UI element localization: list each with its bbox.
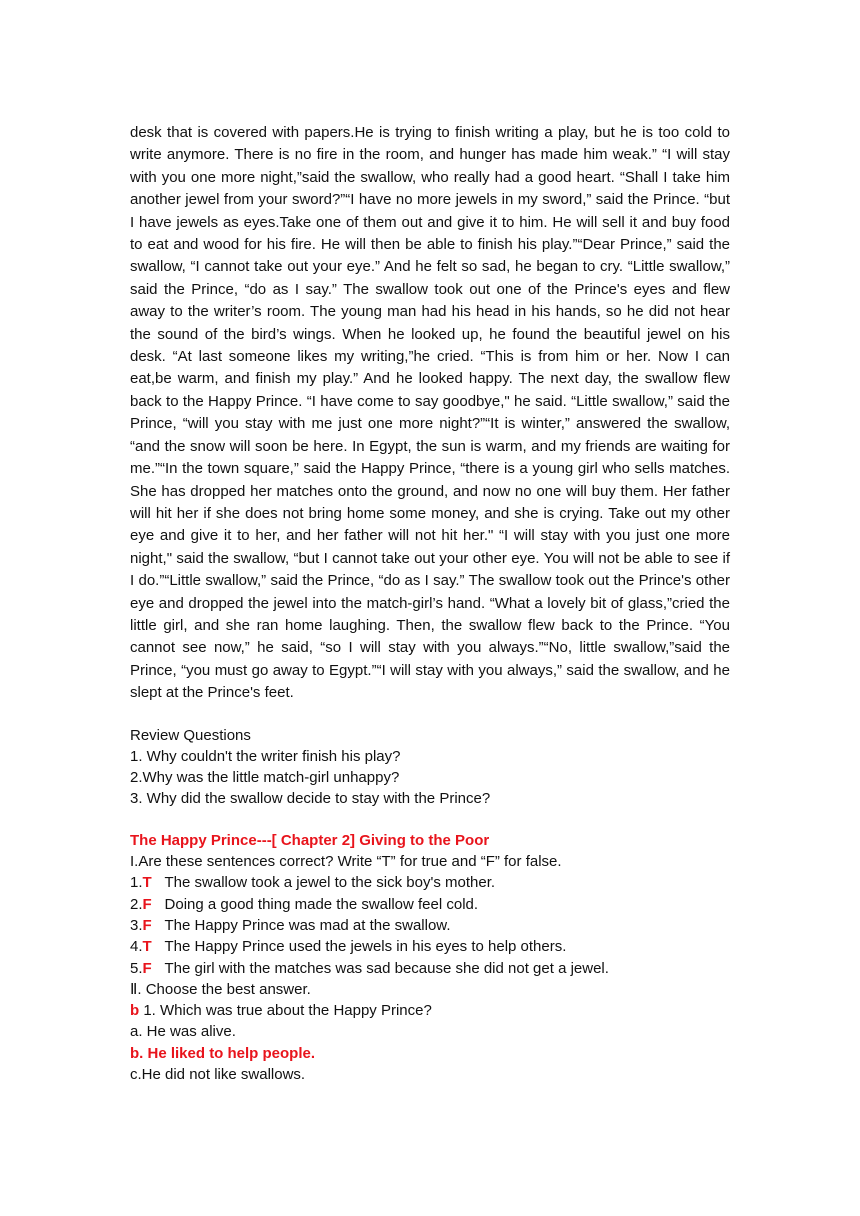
story-paragraph: desk that is covered with papers.He is trying to finish writing a play, but he is too cold to write anymore. There is no fire in the room, and hunger has made him weak.” “I will stay with you one more night,”said the swallow, who really had a good heart. “Shall I take him another jewel from your sword?”“I have no more jewels in my sword,” said the Prince. “but I have jewels as eyes.Take one of them out and give it to him. He will sell it and buy food to eat and wood for his fire. He will then be able to finish his play.”“Dear Prince,” said the swallow, “I cannot take out your eye.” And he felt so sad, he began to cry. “Little swallow,” said the Prince, “do as I say.” The swallow took out one of the Prince's eyes and flew away to the writer’s room. The young man had his head in his hands, so he did not hear the sound of the bird’s wings. When he looked up, he found the beautiful jewel on his desk. “At last someone likes my writing,”he cried. “This is from him or her. Now I can eat,be warm, and finish my play.” And he looked happy. The next day, the swallow flew back to the Happy Prince. “I have come to say goodbye," he said. “Little swallow,” said the Prince, “will you stay with me just one more night?”“It is winter,” answered the swallow, “and the snow will soon be here. In Egypt, the sun is warm, and my friends are waiting for me.”“In the town square,” said the Happy Prince, “there is a young girl who sells matches. She has dropped her matches onto the ground, and now no one will buy them. Her father will hit her if she does not bring home some money, and she is crying. Take out my other eye and give it to her, and her father will not hit her." “I will stay with you just one more night," said the swallow, “but I cannot take out your other eye. You will not be able to see if I do.”“Little swallow,” said the Prince, “do as I say.” The swallow took out the Prince's other eye and dropped the jewel into the match-girl’s hand. “What a lovely bit of glass,”cried the little girl, and she ran home laughing. Then, the swallow flew back to the Prince. “You cannot see now,” he said, “so I will stay with you always.”“No, little swallow,”said the Prince, “you must go away to Egypt.”“I will stay with you always,” said the swallow, and he slept at the Prince's feet. — [130, 124, 730, 702]
mc-option-a: a. He was alive. — [130, 1023, 236, 1041]
review-heading: Review Questions — [130, 726, 251, 744]
mc-question — [130, 1000, 730, 1021]
review-question-3: 3. Why did the swallow decide to stay with the Prince? — [130, 790, 491, 808]
mc-option-b: b. He liked to help people. — [130, 1044, 316, 1062]
chapter-title: The Happy Prince---[ Chapter 2] Giving to the Poor — [130, 831, 490, 849]
tf-statement: Doing a good thing made the swallow feel cold. — [164, 895, 479, 913]
tf-item-3 — [130, 915, 730, 936]
tf-number: 4. — [130, 938, 143, 956]
tf-answer: F — [142, 895, 152, 913]
tf-number: 5. — [130, 959, 143, 977]
mc-answer: b — [130, 1002, 140, 1020]
tf-statement: The swallow took a jewel to the sick boy's mother. — [164, 874, 496, 892]
tf-number: 2. — [130, 895, 143, 913]
spacer — [130, 810, 730, 830]
tf-item-2 — [130, 894, 730, 915]
part2-instruction: Ⅱ. Choose the best answer. — [130, 980, 311, 998]
part1-instruction: I.Are these sentences correct? Write “T” for true and “F” for false. — [130, 853, 562, 871]
tf-number: 3. — [130, 916, 143, 934]
tf-statement: The Happy Prince used the jewels in his eyes to help others. — [164, 938, 567, 956]
mc-question-text: 1. Which was true about the Happy Prince? — [139, 1002, 432, 1020]
spacer — [130, 705, 730, 725]
tf-answer: T — [142, 874, 152, 892]
tf-item-4 — [130, 936, 730, 957]
tf-answer: F — [142, 959, 152, 977]
review-question-1: 1. Why couldn't the writer finish his play? — [130, 747, 401, 765]
document-page — [130, 122, 730, 1085]
tf-number: 1. — [130, 874, 143, 892]
mc-option-c: c.He did not like swallows. — [130, 1066, 306, 1084]
tf-answer: F — [142, 916, 152, 934]
tf-statement: The girl with the matches was sad because she did not get a jewel. — [164, 959, 609, 977]
tf-statement: The Happy Prince was mad at the swallow. — [164, 916, 451, 934]
tf-item-5 — [130, 958, 730, 979]
review-question-2: 2.Why was the little match-girl unhappy? — [130, 769, 400, 787]
tf-item-1 — [130, 872, 730, 893]
tf-answer: T — [142, 938, 152, 956]
